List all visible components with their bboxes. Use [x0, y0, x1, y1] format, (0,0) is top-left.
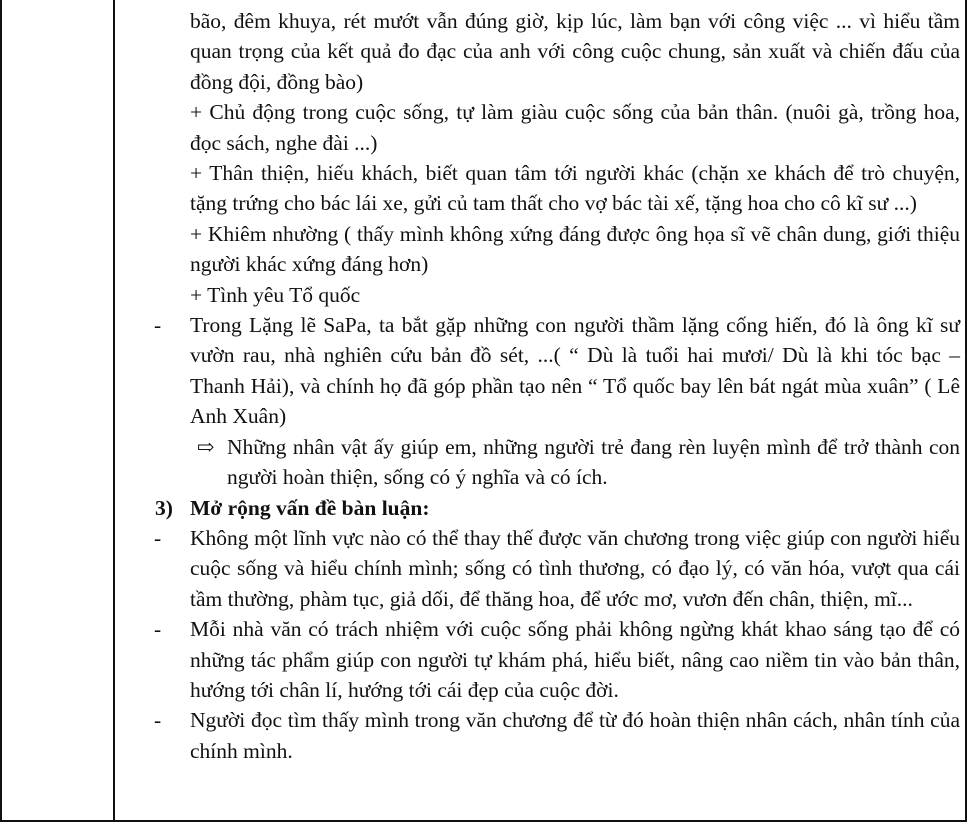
dash-bullet: -	[154, 708, 162, 733]
paragraph-literature: Không một lĩnh vực nào có thể thay thế được văn chương trong việc giúp con người hiểu cuộc sống và hiểu chính mình; sống có tình thương, có đạo lý, có văn hóa, vượt qua cái tầm thường, phàm tục, giả dối, để thăng hoa, để ước mơ, vươn đến chân, thiện, mĩ...	[190, 525, 960, 611]
heading-text: Mở rộng vấn đề bàn luận:	[190, 495, 430, 520]
answer-content	[154, 6, 960, 766]
paragraph-sapa: Trong Lặng lẽ SaPa, ta bắt gặp những con người thầm lặng cống hiến, đó là ông kĩ sư vườn rau, nhà nghiên cứu bản đồ sét, ...( “ Dù là tuổi hai mươi/ Dù là khi tóc bạc – Thanh Hải), và chính họ đã góp phần tạo nên “ Tổ quốc bay lên bát ngát mùa xuân” ( Lê Anh Xuân)	[190, 313, 960, 429]
list-item	[154, 310, 960, 432]
paragraph-proactive: + Chủ động trong cuộc sống, tự làm giàu cuộc sống của bản thân. (nuôi gà, trồng hoa, đọc sách, nghe đài ...)	[190, 100, 960, 155]
paragraph-friendly: + Thân thiện, hiếu khách, biết quan tâm tới người khác (chặn xe khách để trò chuyện, tặng trứng cho bác lái xe, gửi củ tam thất cho vợ bác tài xế, tặng hoa cho cô kĩ sư ...)	[190, 161, 960, 216]
conclusion-item	[190, 432, 960, 493]
list-item	[154, 705, 960, 766]
list-item	[154, 614, 960, 705]
section-heading	[155, 493, 960, 523]
paragraph-reader: Người đọc tìm thấy mình trong văn chương để từ đó hoàn thiện nhân cách, nhân tính của chính mình.	[190, 708, 960, 763]
list-item	[154, 523, 960, 614]
column-divider	[113, 0, 115, 822]
paragraph-patriotism: + Tình yêu Tổ quốc	[190, 282, 361, 307]
heading-number: 3)	[155, 495, 173, 520]
dash-bullet: -	[154, 313, 162, 338]
paragraph-continuation: bão, đêm khuya, rét mướt vẫn đúng giờ, kịp lúc, làm bạn với công việc ... vì hiểu tầm quan trọng của kết quả đo đạc của anh với công cuộc chung, sản xuất và chiến đấu của đồng đội, đồng bào)	[190, 9, 960, 94]
paragraph-humble: + Khiêm nhường ( thấy mình không xứng đáng được ông họa sĩ vẽ chân dung, giới thiệu người khác xứng đáng hơn)	[190, 221, 960, 277]
dash-bullet: -	[154, 525, 162, 550]
dash-bullet: -	[154, 617, 162, 642]
arrow-icon: ⇨	[197, 434, 215, 459]
paragraph-writer: Mỗi nhà văn có trách nhiệm với cuộc sống phải không ngừng khát khao sáng tạo để có những tác phẩm giúp con người tự khám phá, hiểu biết, nâng cao niềm tin vào bản thân, hướng tới chân lí, hướng tới cái đẹp của cuộc đời.	[190, 617, 960, 702]
paragraph-conclusion: Những nhân vật ấy giúp em, những người trẻ đang rèn luyện mình để trở thành con người hoàn thiện, sống có ý nghĩa và có ích.	[227, 434, 960, 490]
